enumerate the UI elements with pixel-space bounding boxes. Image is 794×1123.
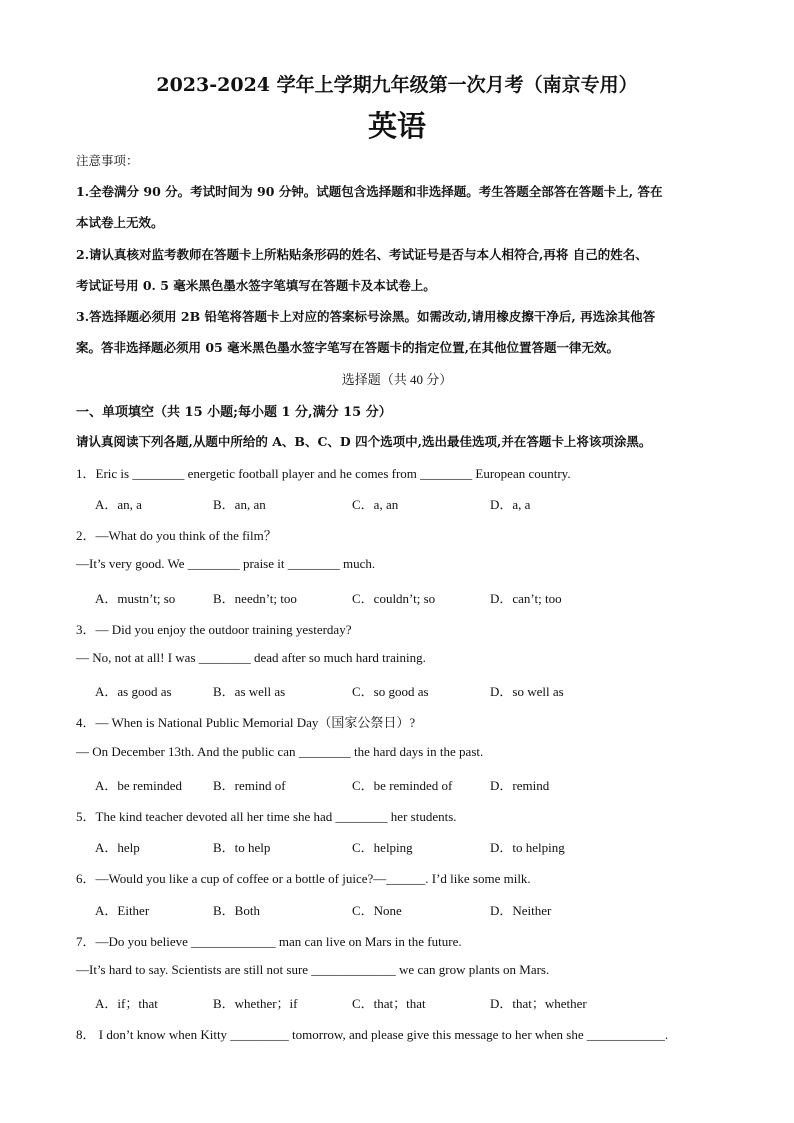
option-b: B．as well as bbox=[213, 684, 286, 699]
question-line: 5．The kind teacher devoted all her time she had ________ her students. bbox=[76, 809, 457, 824]
question-line: 1．Eric is ________ energetic football player and he comes from ________ European country. bbox=[76, 466, 571, 481]
section-instruction: 请认真阅读下列各题,从题中所给的 A、B、C、D 四个选项中,选出最佳选项,并在答题卡上将该项涂黑。 bbox=[76, 434, 652, 449]
notice-line: 2.请认真核对监考教师在答题卡上所粘贴条形码的姓名、考试证号是否与本人相符合,再将 自己的姓名、 bbox=[76, 247, 648, 262]
option-a: A．mustn’t; so bbox=[95, 591, 176, 606]
option-b: B．Both bbox=[213, 903, 260, 918]
question-line: 2．—What do you think of the film？ bbox=[76, 528, 277, 543]
option-c: C．so good as bbox=[352, 684, 429, 699]
question-line: — No, not at all! I was ________ dead after so much hard training. bbox=[76, 650, 426, 665]
option-d: D．that；whether bbox=[490, 996, 587, 1011]
option-d: D．to helping bbox=[490, 840, 565, 855]
option-b: B．to help bbox=[213, 840, 271, 855]
question-line: 7．—Do you believe _____________ man can live on Mars in the future. bbox=[76, 934, 462, 949]
notice-line: 案。答非选择题必须用 05 毫米黑色墨水签字笔写在答题卡的指定位置,在其他位置答题一律无效。 bbox=[76, 340, 619, 355]
section-heading: 选择题（共 40 分） bbox=[341, 372, 453, 387]
option-d: D．remind bbox=[490, 778, 550, 793]
option-b: B．whether；if bbox=[213, 996, 298, 1011]
option-c: C．helping bbox=[352, 840, 413, 855]
notice-line: 本试卷上无效。 bbox=[76, 215, 164, 230]
notice-line: 考试证号用 0. 5 毫米黑色墨水签字笔填写在答题卡及本试卷上。 bbox=[76, 278, 436, 293]
section-title: 一、单项填空（共 15 小题;每小题 1 分,满分 15 分） bbox=[76, 405, 392, 420]
option-b: B．needn’t; too bbox=[213, 591, 297, 606]
option-c: C．that；that bbox=[352, 996, 426, 1011]
question-line: 3．— Did you enjoy the outdoor training yesterday? bbox=[76, 622, 352, 637]
question-line: 8． I don’t know when Kitty _________ tomorrow, and please give this message to her when she ____________. bbox=[76, 1027, 669, 1042]
option-d: D．so well as bbox=[490, 684, 564, 699]
question-line: 6．—Would you like a cup of coffee or a bottle of juice?—______. I’d like some milk. bbox=[76, 871, 531, 886]
question-line: —It’s hard to say. Scientists are still not sure _____________ we can grow plants on Mars. bbox=[76, 962, 550, 977]
notice-line: 1.全卷满分 90 分。考试时间为 90 分钟。试题包含选择题和非选择题。考生答题全部答在答题卡上, 答在 bbox=[76, 184, 663, 199]
option-c: C．couldn’t; so bbox=[352, 591, 436, 606]
option-c: C．a, an bbox=[352, 497, 399, 512]
option-c: C．None bbox=[352, 903, 402, 918]
exam-title: 2023-2024 学年上学期九年级第一次月考（南京专用） bbox=[156, 74, 638, 96]
question-line: 4．— When is National Public Memorial Day（国家公祭日）? bbox=[76, 715, 416, 730]
option-b: B．an, an bbox=[213, 497, 266, 512]
option-a: A．help bbox=[95, 840, 140, 855]
question-line: —It’s very good. We ________ praise it ________ much. bbox=[76, 556, 376, 571]
option-a: A．Either bbox=[95, 903, 150, 918]
notice-line: 3.答选择题必须用 2B 铅笔将答题卡上对应的答案标号涂黑。如需改动,请用橡皮擦干净后, 再选涂其他答 bbox=[76, 309, 656, 324]
question-line: — On December 13th. And the public can ________ the hard days in the past. bbox=[76, 744, 484, 759]
subject-title: 英语 bbox=[367, 109, 426, 143]
option-a: A．as good as bbox=[95, 684, 172, 699]
option-c: C．be reminded of bbox=[352, 778, 453, 793]
option-a: A．if；that bbox=[95, 996, 158, 1011]
option-d: D．Neither bbox=[490, 903, 552, 918]
option-d: D．a, a bbox=[490, 497, 531, 512]
option-a: A．an, a bbox=[95, 497, 142, 512]
option-d: D．can’t; too bbox=[490, 591, 562, 606]
option-b: B．remind of bbox=[213, 778, 286, 793]
option-a: A．be reminded bbox=[95, 778, 183, 793]
notice-heading: 注意事项： bbox=[76, 154, 139, 168]
